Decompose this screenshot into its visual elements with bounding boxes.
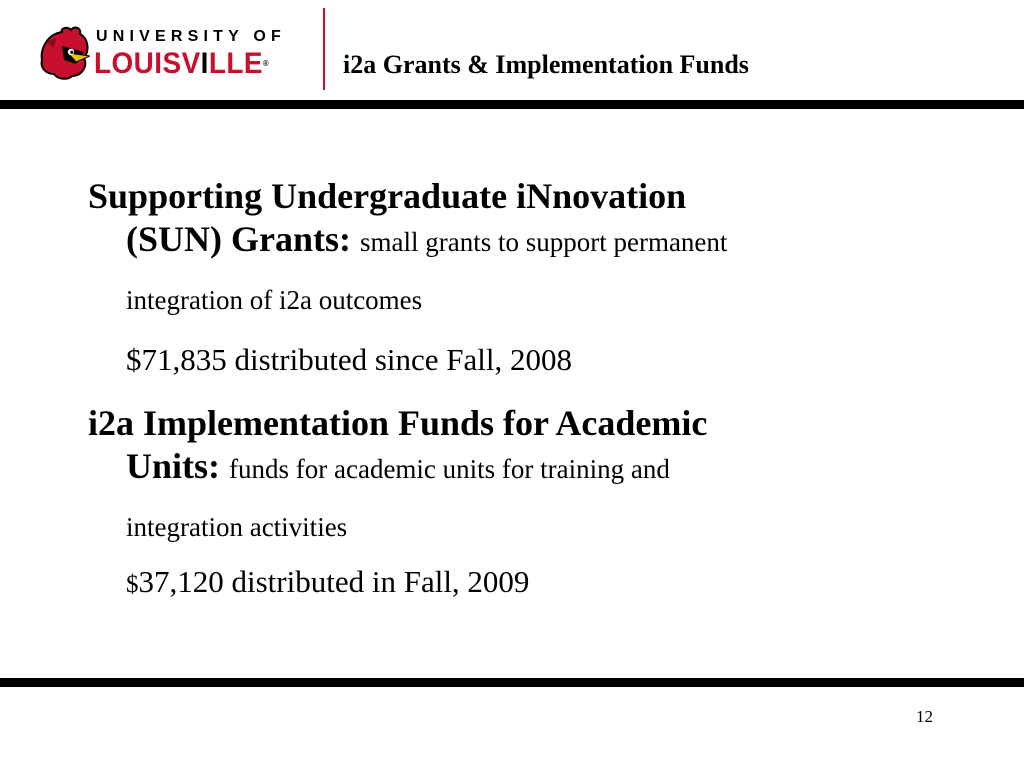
sun-grants-title-line1: Supporting Undergraduate iNnovation bbox=[88, 176, 687, 216]
header-rule bbox=[0, 100, 1024, 109]
header-divider bbox=[323, 8, 325, 90]
implementation-funds-title-line1: i2a Implementation Funds for Academic bbox=[88, 403, 708, 443]
sun-grants-heading bbox=[88, 175, 946, 264]
cardinal-bird-icon bbox=[38, 26, 90, 80]
implementation-funds-heading bbox=[88, 402, 946, 491]
implementation-funds-description: funds for academic units for training and bbox=[229, 454, 670, 484]
university-logo bbox=[38, 22, 300, 86]
sun-grants-description: small grants to support permanent bbox=[359, 227, 728, 257]
sun-grants-title-line2: (SUN) Grants: bbox=[126, 219, 351, 259]
implementation-funds-description-cont: integration activities bbox=[126, 512, 348, 542]
logo-louisville: LOUISVILLE® bbox=[94, 47, 269, 80]
implementation-funds-title-line2: Units: bbox=[126, 446, 221, 486]
logo-university-of: UNIVERSITY OF bbox=[96, 28, 286, 45]
sun-grants-amount: $71,835 distributed since Fall, 2008 bbox=[126, 342, 573, 377]
implementation-funds-amount-value: 37,120 distributed in Fall, 2009 bbox=[138, 564, 530, 599]
slide-title: i2a Grants & Implementation Funds bbox=[343, 50, 749, 79]
page-number: 12 bbox=[916, 707, 933, 726]
currency-symbol: $ bbox=[126, 571, 139, 598]
footer-rule bbox=[0, 678, 1024, 687]
implementation-funds-amount bbox=[126, 562, 906, 605]
sun-grants-description-cont: integration of i2a outcomes bbox=[126, 285, 423, 315]
